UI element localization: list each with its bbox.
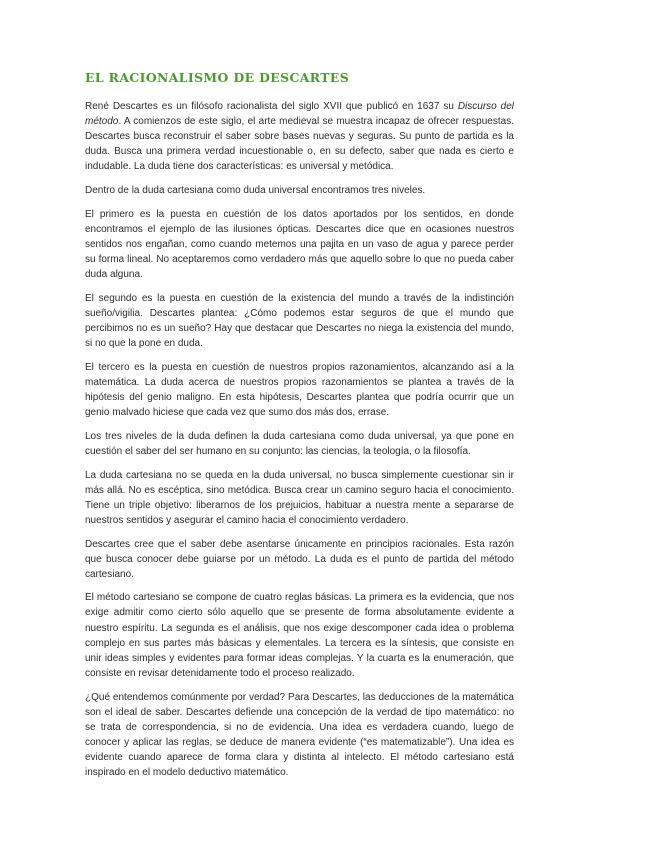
- document-title: EL RACIONALISMO DE DESCARTES: [85, 70, 350, 85]
- paragraph-doubt-levels: Dentro de la duda cartesiana como duda universal encontramos tres niveles.: [85, 185, 426, 197]
- paragraph-rational-principles: Descartes cree que el saber debe asentarse únicamente en principios racionales. Esta razón que busca conocer debe guiarse por un método. La duda es el punto de partida del método cartesiano.: [85, 538, 514, 580]
- book-title: Discurso del método: [85, 101, 514, 128]
- paragraph-truth: ¿Qué entendemos comúnmente por verdad? Para Descartes, las deducciones de la matemática son el ideal de saber. Descartes defiende una concepción de la verdad de tipo matemático: no se trata de correspondencia, si no de evidencia. Una idea es verdadera cuando, luego de conocer y aplicar las reglas, se deduce de manera evidente (“es matematizable”). Una idea es evidente cuando aparece de forma clara y distinta al intelecto. El método cartesiano está inspirado en el modelo deductivo matemático.: [85, 691, 514, 778]
- paragraph-first-level: El primero es la puesta en cuestión de los datos aportados por los sentidos, en donde encontramos el ejemplo de las ilusiones ópticas. Descartes dice que en ocasiones nuestros sentidos nos engañan, como cuando metemos una pajita en un vaso de agua y parece perder su forma lineal. No aceptaremos como verdadero más que aquello sobre lo que no pueda caber duda alguna.: [85, 208, 514, 281]
- paragraph-four-rules: El método cartesiano se compone de cuatro reglas básicas. La primera es la evidencia, que nos exige admitir como cierto sólo aquello que se presente de forma absolutamente evidente a nuestro espíritu. La segunda es el análisis, que nos exige descomponer cada idea o problema complejo en sus partes más básicas y elementales. La tercera es la síntesis, que consiste en unir ideas simples y evidentes para formar ideas complejas. Y la cuarta es la enumeración, que consiste en revisar detenidamente todo el proceso realizado.: [85, 592, 514, 679]
- paragraph-intro: [85, 99, 514, 174]
- paragraph-third-level: El tercero es la puesta en cuestión de nuestros propios razonamientos, alcanzando así a la matemática. La duda acerca de nuestros propios razonamientos se plantea a través de la hipótesis del genio maligno. En esta hipótesis, Descartes plantea que podría ocurrir que un genio malvado hiciese que cada vez que sumo dos más dos, errase.: [85, 361, 514, 419]
- paragraph-universal-doubt: Los tres niveles de la duda definen la duda cartesiana como duda universal, ya que pone en cuestión el saber del ser humano en su conjunto: las ciencias, la teología, o la filosofía.: [85, 430, 514, 457]
- intro-text-end: . A comienzos de este siglo, el arte medieval se muestra incapaz de ofrecer respuestas. Descartes busca reconstruir el saber sobre bases nuevas y seguras. Su punto de partida es la duda. Busca una primera verdad incuestionable o, en su defecto, saber que nada es cierto e indudable. La duda tiene dos características: es universal y metódica.: [85, 116, 514, 173]
- intro-text-start: René Descartes es un filósofo racionalista del siglo XVII que publicó en 1637 su: [85, 101, 458, 112]
- document-page: [85, 70, 514, 789]
- paragraph-methodic-doubt: La duda cartesiana no se queda en la duda universal, no busca simplemente cuestionar sin ir más allá. No es escéptica, sino metódica. Busca crear un camino seguro hacia el conocimiento. Tiene un triple objetivo: liberarnos de los prejuicios, habituar a nuestra mente a separarse de nuestros sentidos y asegurar el camino hacia el conocimiento verdadero.: [85, 469, 514, 526]
- paragraph-second-level: El segundo es la puesta en cuestión de la existencia del mundo a través de la indistinción sueño/vigilia. Descartes plantea: ¿Cómo podemos estar seguros de que el mundo que percibimos no es un sueño? Hay que destacar que Descartes no niega la existencia del mundo, si no que la pone en duda.: [85, 292, 514, 350]
